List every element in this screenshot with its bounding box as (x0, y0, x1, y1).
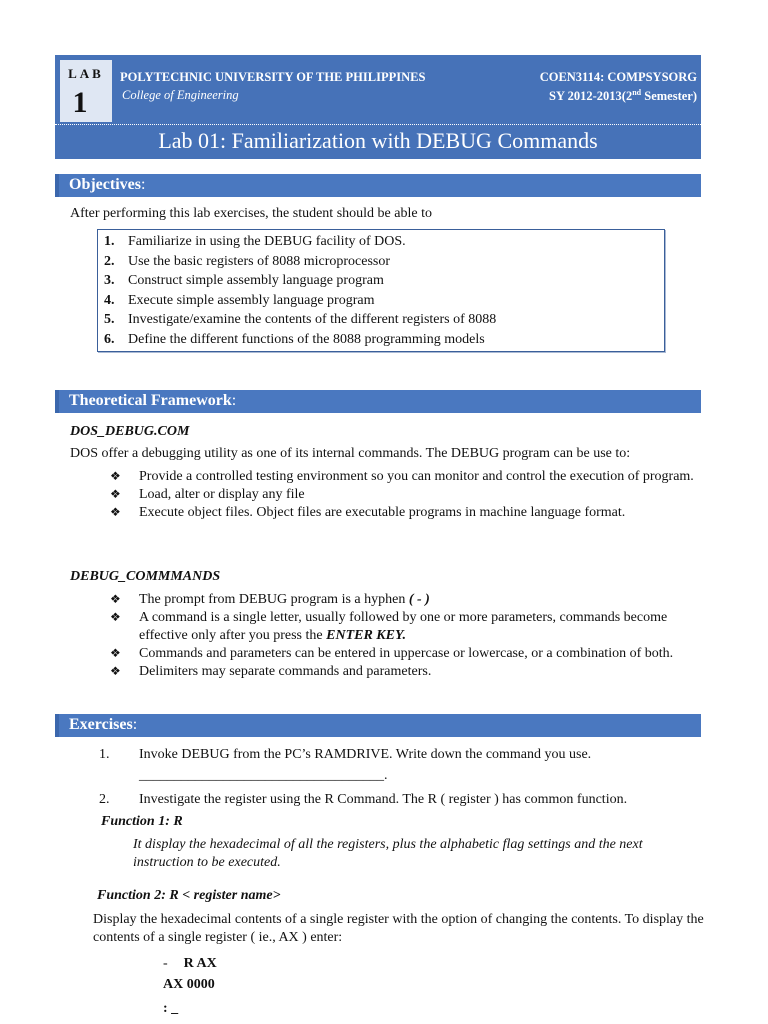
header-divider (55, 124, 701, 125)
objectives-heading: Objectives (69, 176, 141, 193)
objective-item: 2. Use the basic registers of 8088 microprocessor (104, 253, 391, 269)
framework-intro: DOS offer a debugging utility as one of its internal commands. The DEBUG program can be use to: (70, 446, 631, 461)
subheading-debug-commands: DEBUG_COMMMANDS (70, 569, 221, 584)
list-item: ❖ A command is a single letter, usually followed by one or more parameters, commands become effective only after you press the ENTER KEY. (110, 609, 710, 644)
function-2-description: Display the hexadecimal contents of a single register with the option of changing the contents. To display the contents of a single register ( ie., AX ) enter: (93, 912, 704, 945)
school-year: SY 2012-2013(2nd Semester) (549, 88, 697, 104)
function-1-title: Function 1: R (101, 814, 183, 829)
exercise-2-text: Investigate the register using the R Command. The R ( register ) has common function. (139, 792, 628, 807)
section-objectives: Objectives: (55, 174, 701, 197)
section-exercises: Exercises: (55, 714, 701, 737)
code-line-2: AX 0000 (163, 977, 215, 992)
section-framework: Theoretical Framework: (55, 390, 701, 413)
exercise-2-number: 2. (99, 792, 110, 807)
objectives-list (97, 229, 665, 352)
code-line-3: : _ (163, 1001, 179, 1016)
college-name: College of Engineering (122, 88, 239, 102)
subheading-dos-debug: DOS_DEBUG.COM (70, 424, 190, 439)
list-item: ❖ Load, alter or display any file (110, 486, 710, 504)
objectives-intro: After performing this lab exercises, the student should be able to (70, 206, 432, 221)
list-item: ❖ Commands and parameters can be entered in uppercase or lowercase, or a combination of both. (110, 645, 710, 663)
objective-item: 4. Execute simple assembly language program (104, 292, 375, 308)
command-bullets (110, 591, 710, 681)
exercise-1-number: 1. (99, 747, 110, 762)
list-item: ❖ Provide a controlled testing environment so you can monitor and control the execution of program. (110, 468, 710, 486)
course-code: COEN3114: COMPSYSORG (539, 70, 697, 84)
framework-bullets (110, 468, 710, 522)
exercises-heading: Exercises (69, 716, 133, 733)
page-title: Lab 01: Familiarization with DEBUG Commands (158, 128, 598, 153)
function-1-description: It display the hexadecimal of all the registers, plus the alphabetic flag settings and the next instruction to be executed. (133, 837, 643, 870)
objective-item: 3. Construct simple assembly language program (104, 273, 384, 289)
objective-item: 6. Define the different functions of the 8088 programming models (104, 331, 485, 347)
objective-item: 1. Familiarize in using the DEBUG facility of DOS. (104, 234, 406, 249)
university-name: POLYTECHNIC UNIVERSITY OF THE PHILIPPINES (120, 70, 426, 84)
lab-word: LAB (68, 66, 104, 81)
lab-badge (60, 60, 112, 122)
exercise-1-text: Invoke DEBUG from the PC’s RAMDRIVE. Write down the command you use. (139, 747, 592, 762)
list-item: ❖ Delimiters may separate commands and parameters. (110, 663, 710, 681)
objective-item: 5. Investigate/examine the contents of the different registers of 8088 (104, 312, 497, 328)
list-item: ❖ Execute object files. Object files are executable programs in machine language format. (110, 504, 710, 522)
code-line-1: - R AX (163, 956, 217, 971)
lab-number: 1 (72, 86, 88, 119)
framework-heading: Theoretical Framework (69, 392, 232, 409)
answer-blank: ___________________________________. (139, 768, 388, 783)
list-item: ❖ The prompt from DEBUG program is a hyphen ( - ) (110, 591, 710, 609)
function-2-title: Function 2: R < register name> (97, 888, 281, 903)
